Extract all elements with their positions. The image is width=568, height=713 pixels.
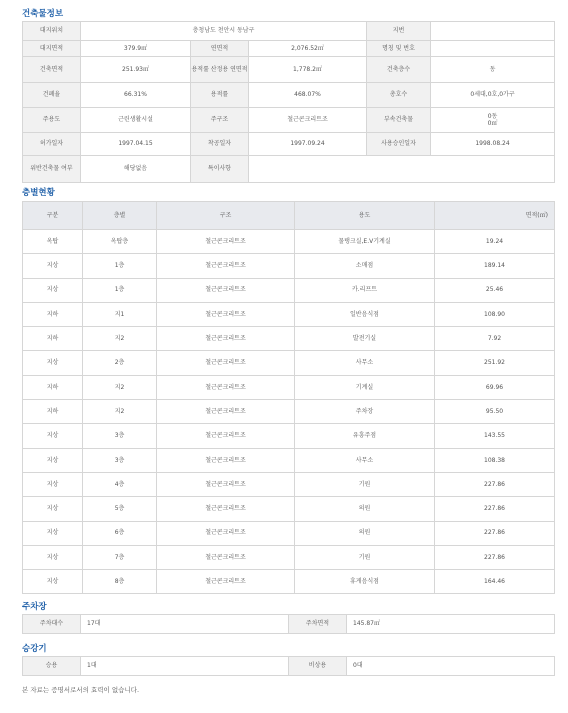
- site-area-value: 379.9㎡: [81, 41, 191, 57]
- floors-count-label: 건축층수: [367, 57, 431, 83]
- table-row: 지상 5층 철근콘크리트조 의원 227.86: [23, 497, 555, 521]
- site-location-label: 대지위치: [23, 22, 81, 41]
- parking-count-value: 17대: [81, 615, 289, 634]
- table-row: 지상 4층 철근콘크리트조 기원 227.86: [23, 472, 555, 496]
- elevator-title: 승강기: [22, 644, 47, 654]
- emergency-elevator-label: 비상용: [289, 657, 347, 676]
- parking-count-label: 주차대수: [23, 615, 81, 634]
- annex-building-value: 0동 0㎡: [431, 108, 555, 133]
- far-area-value: 1,778.2㎡: [249, 57, 367, 83]
- site-location-value: 충청남도 천안시 동남구: [81, 22, 367, 41]
- total-floor-area-label: 연면적: [191, 41, 249, 57]
- table-row: 지상 6층 철근콘크리트조 의원 227.86: [23, 521, 555, 545]
- table-row: 지상 8층 철근콘크리트조 휴게음식점 164.46: [23, 570, 555, 594]
- start-date-label: 착공일자: [191, 133, 249, 156]
- table-row: 옥탑 옥탑층 철근콘크리트조 물탱크실,E.V기계실 19.24: [23, 230, 555, 254]
- parking-title: 주차장: [22, 602, 47, 612]
- main-use-label: 주용도: [23, 108, 81, 133]
- building-area-value: 251.93㎡: [81, 57, 191, 83]
- col-header-floor: 층별: [83, 202, 157, 230]
- lot-value: [431, 22, 555, 41]
- table-row: 지상 3층 철근콘크리트조 유흥주점 143.55: [23, 424, 555, 448]
- households-label: 총호수: [367, 83, 431, 108]
- start-date-value: 1997.09.24: [249, 133, 367, 156]
- parking-area-label: 주차면적: [289, 615, 347, 634]
- floor-status-title: 층별현황: [22, 188, 55, 198]
- parking-table: [22, 614, 555, 634]
- far-area-label: 용적률 산정용 연면적: [191, 57, 249, 83]
- bcr-label: 건폐율: [23, 83, 81, 108]
- col-header-use: 용도: [295, 202, 435, 230]
- approval-date-label: 사용승인일자: [367, 133, 431, 156]
- far-label: 용적률: [191, 83, 249, 108]
- table-row: 지상 1층 철근콘크리트조 소매점 189.14: [23, 254, 555, 278]
- total-floor-area-value: 2,076.52㎡: [249, 41, 367, 57]
- col-header-structure: 구조: [157, 202, 295, 230]
- table-row: 지하 지2 철근콘크리트조 주차장 95.50: [23, 400, 555, 424]
- annex-building-label: 부속건축물: [367, 108, 431, 133]
- far-value: 468.07%: [249, 83, 367, 108]
- special-notes-value: [249, 156, 555, 183]
- parking-area-value: 145.87㎡: [347, 615, 555, 634]
- passenger-elevator-value: 1대: [81, 657, 289, 676]
- table-row: 지상 3층 철근콘크리트조 사무소 108.38: [23, 448, 555, 472]
- table-row: 지상 1층 철근콘크리트조 카.리프트 25.46: [23, 278, 555, 302]
- permit-date-label: 허가일자: [23, 133, 81, 156]
- table-row: 지하 지2 철근콘크리트조 발전기실 7.92: [23, 327, 555, 351]
- approval-date-value: 1998.08.24: [431, 133, 555, 156]
- elevator-table: [22, 656, 555, 676]
- floor-status-table: [22, 201, 555, 594]
- violation-label: 위반건축물 여부: [23, 156, 81, 183]
- special-notes-label: 특이사항: [191, 156, 249, 183]
- building-name-value: [431, 41, 555, 57]
- emergency-elevator-value: 0대: [347, 657, 555, 676]
- main-use-value: 근린생활시설: [81, 108, 191, 133]
- floors-count-value: 동: [431, 57, 555, 83]
- table-row: 지하 지2 철근콘크리트조 기계실 69.96: [23, 375, 555, 399]
- violation-value: 해당없음: [81, 156, 191, 183]
- disclaimer-note: 본 자료는 증명서로서의 효력이 없습니다.: [22, 686, 140, 694]
- households-value: 0세대,0호,0가구: [431, 83, 555, 108]
- col-header-kind: 구분: [23, 202, 83, 230]
- building-info-table: [22, 21, 555, 183]
- bcr-value: 66.31%: [81, 83, 191, 108]
- table-row: 지상 2층 철근콘크리트조 사무소 251.92: [23, 351, 555, 375]
- col-header-area: 면적(㎡): [435, 202, 555, 230]
- passenger-elevator-label: 승용: [23, 657, 81, 676]
- building-area-label: 건축면적: [23, 57, 81, 83]
- building-name-label: 명칭 및 번호: [367, 41, 431, 57]
- table-row: 지하 지1 철근콘크리트조 일반음식점 108.90: [23, 302, 555, 326]
- site-area-label: 대지면적: [23, 41, 81, 57]
- main-structure-value: 철근콘크리트조: [249, 108, 367, 133]
- building-info-title: 건축물정보: [22, 9, 64, 19]
- table-row: 지상 7층 철근콘크리트조 기원 227.86: [23, 545, 555, 569]
- permit-date-value: 1997.04.15: [81, 133, 191, 156]
- lot-label: 지번: [367, 22, 431, 41]
- main-structure-label: 주구조: [191, 108, 249, 133]
